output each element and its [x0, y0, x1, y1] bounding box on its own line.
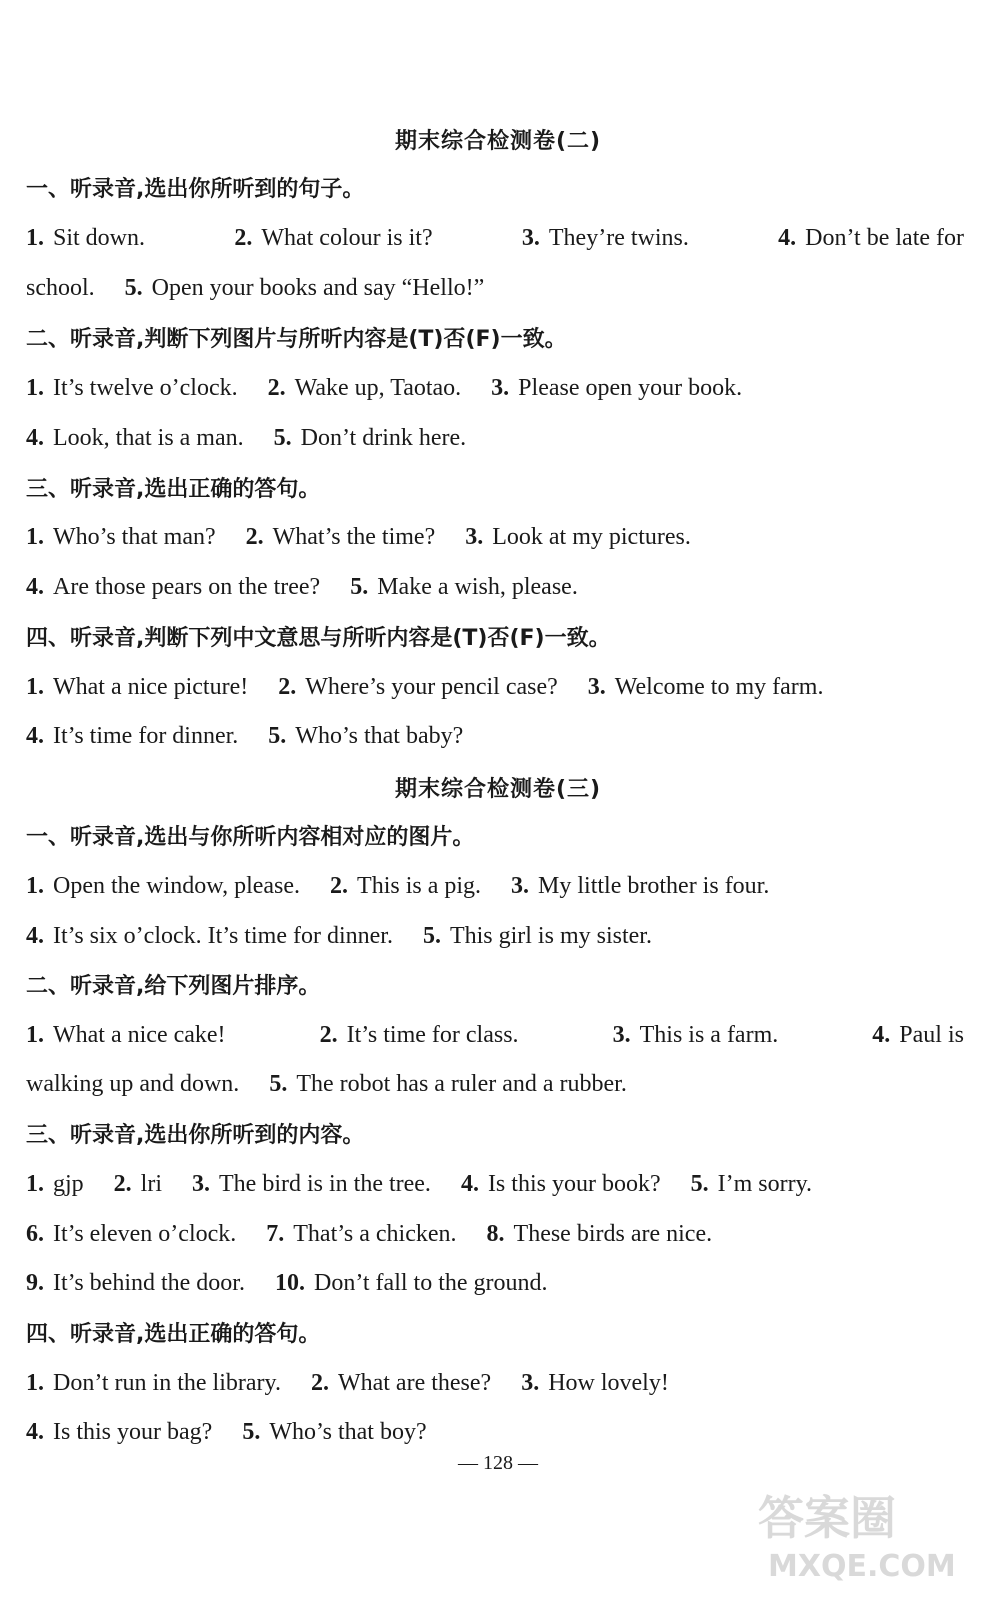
- item-number: 3.: [521, 225, 540, 251]
- item-text: Don’t run in the library.: [53, 1370, 281, 1396]
- item-text: Sit down.: [53, 225, 146, 251]
- item-number: 5.: [268, 723, 287, 749]
- item-text: How lovely!: [548, 1370, 669, 1396]
- answer-item: [778, 222, 964, 254]
- section-title: 期末综合检测卷(二): [394, 129, 602, 154]
- part-heading: 四、听录音,选出正确的答句。: [26, 1322, 321, 1347]
- item-number: 3.: [465, 524, 484, 550]
- answer-item: [26, 1267, 245, 1299]
- answer-line: [26, 870, 799, 902]
- answer-item: [491, 372, 742, 404]
- answer-item: [872, 1019, 964, 1051]
- item-text: Who’s that boy?: [269, 1419, 427, 1445]
- item-text: It’s time for class.: [346, 1022, 519, 1048]
- item-text: Look, that is a man.: [53, 425, 244, 451]
- item-text: It’s behind the door.: [53, 1270, 245, 1296]
- item-text: The robot has a ruler and a rubber.: [296, 1071, 627, 1097]
- answer-item: [26, 422, 244, 454]
- item-number: 2.: [267, 375, 286, 401]
- answer-item: [26, 372, 238, 404]
- item-number: 1.: [26, 1370, 44, 1396]
- part-heading: 四、听录音,判断下列中文意思与所听内容是(T)否(F)一致。: [26, 626, 611, 651]
- item-number: 5.: [350, 574, 369, 600]
- answer-line: [26, 920, 682, 952]
- item-number: 2.: [113, 1171, 132, 1197]
- answer-item: [246, 521, 436, 553]
- answer-line: [26, 1218, 742, 1250]
- item-text: Who’s that baby?: [295, 723, 464, 749]
- item-text: My little brother is four.: [538, 873, 770, 899]
- answer-item: [274, 422, 467, 454]
- item-number: 1.: [26, 873, 44, 899]
- item-text: Please open your book.: [518, 375, 743, 401]
- item-number: 5.: [273, 425, 292, 451]
- item-text: Where’s your pencil case?: [305, 674, 558, 700]
- item-text: What are these?: [337, 1370, 492, 1396]
- item-number: 3.: [511, 873, 530, 899]
- answer-item: [691, 1168, 812, 1200]
- answer-line: [26, 1168, 842, 1200]
- item-number: 4.: [26, 1419, 44, 1445]
- item-text: Don’t drink here.: [300, 425, 467, 451]
- item-text: This girl is my sister.: [449, 923, 652, 949]
- answer-line: [26, 422, 496, 454]
- item-number: 10.: [274, 1270, 305, 1296]
- item-number: 3.: [491, 375, 510, 401]
- item-number: 2.: [319, 1022, 338, 1048]
- item-number: 4.: [26, 574, 44, 600]
- answer-item: [268, 372, 462, 404]
- item-number: 1.: [26, 1022, 44, 1048]
- answer-item: [125, 272, 485, 304]
- item-text: Wake up, Taotao.: [294, 375, 462, 401]
- answer-item: [465, 521, 691, 553]
- item-text: Who’s that man?: [53, 524, 216, 550]
- item-text: It’s eleven o’clock.: [53, 1221, 237, 1247]
- part-heading: 三、听录音,选出你所听到的内容。: [26, 1123, 365, 1148]
- part-heading: 二、听录音,判断下列图片与所听内容是(T)否(F)一致。: [26, 327, 567, 352]
- item-text: school.: [26, 275, 95, 301]
- item-text: Don’t be late for: [805, 225, 964, 251]
- item-number: 2.: [310, 1370, 329, 1396]
- answer-item: [350, 571, 578, 603]
- answer-line: [26, 272, 514, 304]
- answer-line: [26, 1267, 578, 1299]
- part-heading: 一、听录音,选出与你所听内容相对应的图片。: [26, 825, 475, 850]
- item-number: 6.: [26, 1221, 44, 1247]
- answer-item: [26, 870, 300, 902]
- answer-item: [268, 720, 463, 752]
- item-text: Open the window, please.: [53, 873, 301, 899]
- item-number: 5.: [269, 1071, 288, 1097]
- answer-item: [330, 870, 481, 902]
- answer-item: [423, 920, 652, 952]
- item-text: What a nice picture!: [53, 674, 249, 700]
- answer-item: [26, 1416, 212, 1448]
- answer-item: [234, 222, 432, 254]
- answer-item: [521, 1367, 669, 1399]
- answer-item: [26, 571, 320, 603]
- item-text: Welcome to my farm.: [614, 674, 824, 700]
- item-text: Open your books and say “Hello!”: [151, 275, 485, 301]
- item-number: 3.: [587, 674, 606, 700]
- answer-line: [26, 1019, 964, 1051]
- item-text: Is this your bag?: [53, 1419, 213, 1445]
- answer-item: [26, 272, 95, 304]
- watermark-text: 答案圈: [758, 1491, 896, 1545]
- item-number: 4.: [26, 723, 44, 749]
- item-text: The bird is in the tree.: [219, 1171, 431, 1197]
- answer-item: [192, 1168, 431, 1200]
- item-text: Look at my pictures.: [492, 524, 691, 550]
- answer-line: [26, 372, 772, 404]
- item-number: 5.: [124, 275, 143, 301]
- item-text: What a nice cake!: [53, 1022, 226, 1048]
- item-text: It’s time for dinner.: [53, 723, 239, 749]
- part-heading: 二、听录音,给下列图片排序。: [26, 974, 321, 999]
- answer-item: [311, 1367, 491, 1399]
- answer-item: [26, 720, 238, 752]
- item-text: This is a pig.: [357, 873, 482, 899]
- answer-item: [320, 1019, 519, 1051]
- item-text: It’s twelve o’clock.: [53, 375, 238, 401]
- item-text: What colour is it?: [261, 225, 433, 251]
- watermark-logo: [748, 1476, 978, 1586]
- item-number: 7.: [266, 1221, 285, 1247]
- answer-item: [26, 671, 248, 703]
- item-text: What’s the time?: [272, 524, 436, 550]
- answer-line: [26, 720, 493, 752]
- item-number: 2.: [278, 674, 297, 700]
- item-text: Are those pears on the tree?: [53, 574, 321, 600]
- answer-item: [26, 521, 216, 553]
- answer-line: [26, 671, 853, 703]
- item-number: 5.: [242, 1419, 261, 1445]
- item-number: 2.: [234, 225, 253, 251]
- item-number: 3.: [612, 1022, 631, 1048]
- part-heading: 一、听录音,选出你所听到的句子。: [26, 177, 365, 202]
- item-text: They’re twins.: [548, 225, 689, 251]
- item-number: 4.: [26, 425, 44, 451]
- answer-item: [278, 671, 558, 703]
- answer-item: [588, 671, 824, 703]
- item-text: Is this your book?: [487, 1171, 661, 1197]
- answer-line: [26, 1068, 657, 1100]
- answer-item: [26, 222, 145, 254]
- item-number: 3.: [521, 1370, 540, 1396]
- item-text: It’s six o’clock. It’s time for dinner.: [53, 923, 393, 949]
- answer-item: [511, 870, 769, 902]
- item-number: 5.: [422, 923, 441, 949]
- item-number: 5.: [690, 1171, 709, 1197]
- item-text: walking up and down.: [26, 1071, 240, 1097]
- item-text: This is a farm.: [639, 1022, 779, 1048]
- answer-line: [26, 571, 608, 603]
- item-text: Make a wish, please.: [377, 574, 578, 600]
- item-number: 4.: [778, 225, 797, 251]
- answer-item: [487, 1218, 713, 1250]
- answer-item: [461, 1168, 661, 1200]
- item-number: 1.: [26, 674, 44, 700]
- answer-line: [26, 222, 964, 254]
- answer-item: [26, 1019, 226, 1051]
- item-number: 4.: [26, 923, 44, 949]
- answer-item: [266, 1218, 456, 1250]
- item-number: 1.: [26, 375, 44, 401]
- watermark-url: MXQE.COM: [768, 1549, 956, 1584]
- answer-item: [26, 1168, 84, 1200]
- item-text: I’m sorry.: [717, 1171, 813, 1197]
- item-number: 4.: [872, 1022, 891, 1048]
- answer-item: [242, 1416, 426, 1448]
- item-text: gjp: [53, 1171, 84, 1197]
- item-number: 8.: [486, 1221, 505, 1247]
- answer-item: [26, 1367, 281, 1399]
- item-number: 9.: [26, 1270, 44, 1296]
- answer-line: [26, 1367, 699, 1399]
- part-heading: 三、听录音,选出正确的答句。: [26, 477, 321, 502]
- answer-item: [26, 1218, 236, 1250]
- answer-item: [269, 1068, 627, 1100]
- answer-item: [275, 1267, 548, 1299]
- item-text: That’s a chicken.: [293, 1221, 457, 1247]
- answer-line: [26, 1416, 457, 1448]
- item-number: 1.: [26, 524, 44, 550]
- item-number: 2.: [245, 524, 264, 550]
- item-text: Paul is: [899, 1022, 964, 1048]
- answer-line: [26, 521, 721, 553]
- item-text: lri: [140, 1171, 162, 1197]
- answer-item: [26, 920, 393, 952]
- page-number: — 128 —: [458, 1452, 538, 1474]
- item-number: 3.: [192, 1171, 210, 1197]
- item-number: 2.: [330, 873, 349, 899]
- item-number: 4.: [460, 1171, 479, 1197]
- answer-item: [114, 1168, 162, 1200]
- answer-item: [26, 1068, 239, 1100]
- answer-item: [613, 1019, 779, 1051]
- answer-item: [522, 222, 689, 254]
- item-text: These birds are nice.: [513, 1221, 713, 1247]
- item-number: 1.: [26, 1171, 44, 1197]
- section-title: 期末综合检测卷(三): [394, 777, 602, 802]
- item-text: Don’t fall to the ground.: [313, 1270, 548, 1296]
- item-number: 1.: [26, 225, 44, 251]
